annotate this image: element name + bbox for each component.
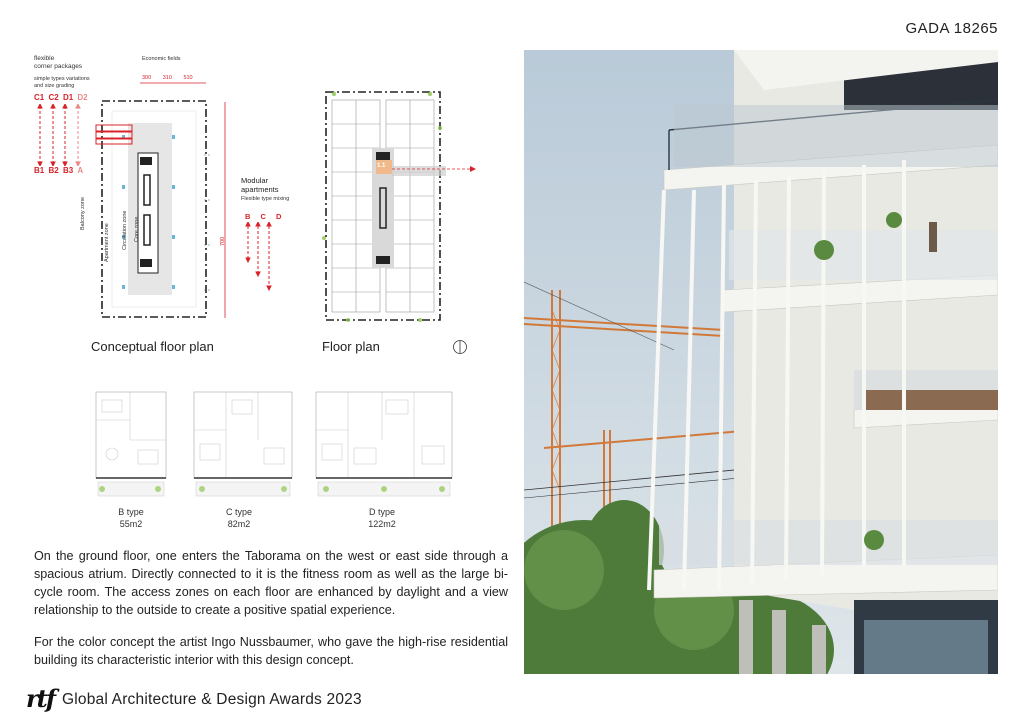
label-b1: B1 (34, 166, 45, 175)
label-c2: C2 (48, 93, 59, 102)
label-c1: C1 (34, 93, 45, 102)
modular-d: D (276, 212, 282, 221)
north-arrow-icon (452, 339, 468, 355)
concept-subtitle-line2: and size grading (34, 82, 75, 89)
zone-balcony: Balcony zone (80, 196, 86, 230)
footer-title: Global Architecture & Design Awards 2023 (62, 691, 362, 708)
rtf-logo: rtf (26, 684, 55, 713)
b-type-area: 55m2 (119, 518, 143, 529)
c-type-plan (192, 390, 294, 500)
b-type-caption (91, 507, 171, 530)
modular-title (241, 176, 279, 194)
concept-subtitle (34, 76, 90, 90)
c-type-caption (199, 507, 279, 530)
zone-apartment: Apartment zone (104, 223, 110, 262)
zone-circulation: Circulation zone (122, 210, 128, 250)
d-type-area: 122m2 (368, 518, 396, 529)
conceptual-plan-caption: Conceptual floor plan (91, 339, 214, 354)
corner-top-labels (34, 93, 88, 102)
conceptual-plan-drawing (92, 95, 212, 323)
building-photo (524, 50, 998, 674)
modular-type-labels (245, 212, 281, 221)
b-type-plan (94, 390, 168, 500)
label-b3: B3 (62, 166, 74, 175)
economic-fields-label: Economic fields (142, 56, 181, 62)
modular-b: B (245, 212, 251, 221)
concept-subtitle-line1: simple types variations (34, 76, 90, 82)
floor-plan-caption: Floor plan (322, 339, 380, 354)
floor-plan-marker: 1.1 (377, 163, 386, 169)
concept-title (34, 55, 82, 71)
c-type-area: 82m2 (227, 518, 251, 529)
concept-title-line1: flexible (34, 55, 55, 62)
height-dim-label: 700 (220, 236, 226, 246)
building-photo-illustration (524, 50, 998, 674)
floor-plan-drawing (320, 88, 480, 328)
modular-c: C (260, 212, 266, 221)
label-a: A (77, 166, 84, 175)
economic-dim-line (138, 80, 208, 86)
c-type-name: C type (225, 507, 252, 517)
dim-510: 510 (183, 75, 193, 81)
dim-310: 310 (162, 75, 172, 81)
b-type-name: B type (118, 507, 144, 517)
modular-title-line2: apartments (241, 185, 279, 194)
paragraph-ground-floor: On the ground floor, one enters the Taborama on the west or east side through a spacious atrium. Directly connected to it is the fitness room as well as the large bi-cycle room. The access zones on each floor are enhanced by daylight and a view relationship to the outside to create a positive spatial experience. (34, 549, 508, 617)
project-code: GADA 18265 (905, 20, 998, 37)
flexible-mixing-label: Flexible type mixing (241, 196, 290, 202)
corner-bottom-labels (34, 166, 83, 175)
paragraph-color-concept: For the color concept the artist Ingo Nussbaumer, who gave the high-rise residential building its characteristic interior with this design concept. (34, 635, 508, 667)
concept-title-line2: corner packages (34, 63, 83, 71)
d-type-name: D type (368, 507, 395, 517)
d-type-caption (342, 507, 422, 530)
zone-core: Core zone (134, 216, 140, 242)
label-d1: D1 (62, 93, 74, 102)
label-b2: B2 (48, 166, 59, 175)
modular-arrows (244, 222, 274, 292)
label-d2: D2 (77, 93, 88, 102)
d-type-plan (314, 390, 454, 500)
modular-title-line1: Modular (241, 176, 269, 185)
height-dim-line (222, 100, 228, 320)
corner-arrows (34, 104, 94, 166)
dim-300: 300 (142, 75, 152, 81)
